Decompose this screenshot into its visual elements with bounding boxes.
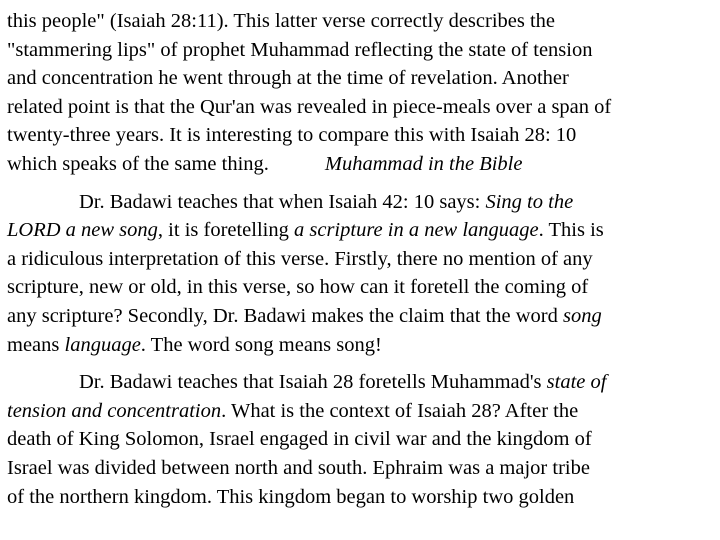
- text-run: twenty-three years. It is interesting to compare this with Isaiah 28: 10: [7, 124, 577, 147]
- italic-text-run: state of: [546, 371, 607, 394]
- text-line: [7, 93, 717, 122]
- text-run: . The word song means song!: [140, 333, 382, 356]
- text-run: . This is: [538, 219, 604, 242]
- italic-text-run: Sing to the: [485, 190, 574, 213]
- text-run: "stammering lips" of prophet Muhammad reflecting the state of tension: [7, 38, 593, 61]
- text-line: [7, 397, 717, 426]
- text-line: [7, 302, 717, 331]
- text-run: of the northern kingdom. This kingdom began to worship two golden: [7, 485, 575, 508]
- text-line: [7, 121, 717, 150]
- text-run: any scripture? Secondly, Dr. Badawi makes the claim that the word: [7, 304, 563, 327]
- text-line: [7, 368, 717, 397]
- paragraph-2: [7, 188, 717, 360]
- text-run: means: [7, 333, 65, 356]
- text-line: [7, 454, 717, 483]
- text-run: Israel was divided between north and south. Ephraim was a major tribe: [7, 456, 590, 479]
- text-line: [7, 64, 717, 93]
- text-run: scripture, new or old, in this verse, so how can it foretell the coming of: [7, 276, 589, 299]
- text-run: , it is foretelling: [157, 219, 294, 242]
- text-line: [7, 216, 717, 245]
- text-line: [7, 245, 717, 274]
- text-line: [7, 150, 717, 179]
- text-run: death of King Solomon, Israel engaged in civil war and the kingdom of: [7, 428, 592, 451]
- text-line: [7, 483, 717, 512]
- text-line: [7, 7, 717, 36]
- italic-text-run: language: [64, 333, 141, 356]
- paragraph-1: [7, 7, 717, 179]
- text-run: Dr. Badawi teaches that Isaiah 28 foretells Muhammad's: [79, 371, 547, 394]
- text-run: Dr. Badawi teaches that when Isaiah 42: 10 says:: [79, 190, 486, 213]
- italic-text-run: song: [563, 304, 602, 327]
- text-line: [7, 331, 717, 360]
- text-run: . What is the context of Isaiah 28? After the: [221, 399, 579, 422]
- document-page: [7, 7, 717, 511]
- text-run: which speaks of the same thing.: [7, 152, 269, 175]
- text-run: a ridiculous interpretation of this verse. Firstly, there no mention of any: [7, 247, 593, 270]
- text-run: related point is that the Qur'an was revealed in piece-meals over a span of: [7, 95, 612, 118]
- text-line: [7, 36, 717, 65]
- text-line: [7, 425, 717, 454]
- text-run: and concentration he went through at the time of revelation. Another: [7, 67, 569, 90]
- italic-text-run: a scripture in a new language: [294, 219, 539, 242]
- paragraph-3: [7, 368, 717, 511]
- italic-text-run: tension and concentration: [7, 399, 222, 422]
- text-run: this people" (Isaiah 28:11). This latter verse correctly describes the: [7, 10, 556, 32]
- italic-text-run: LORD a new song: [7, 219, 158, 242]
- source-citation: Muhammad in the Bible: [324, 152, 523, 175]
- text-line: [7, 273, 717, 302]
- text-line: [7, 188, 717, 217]
